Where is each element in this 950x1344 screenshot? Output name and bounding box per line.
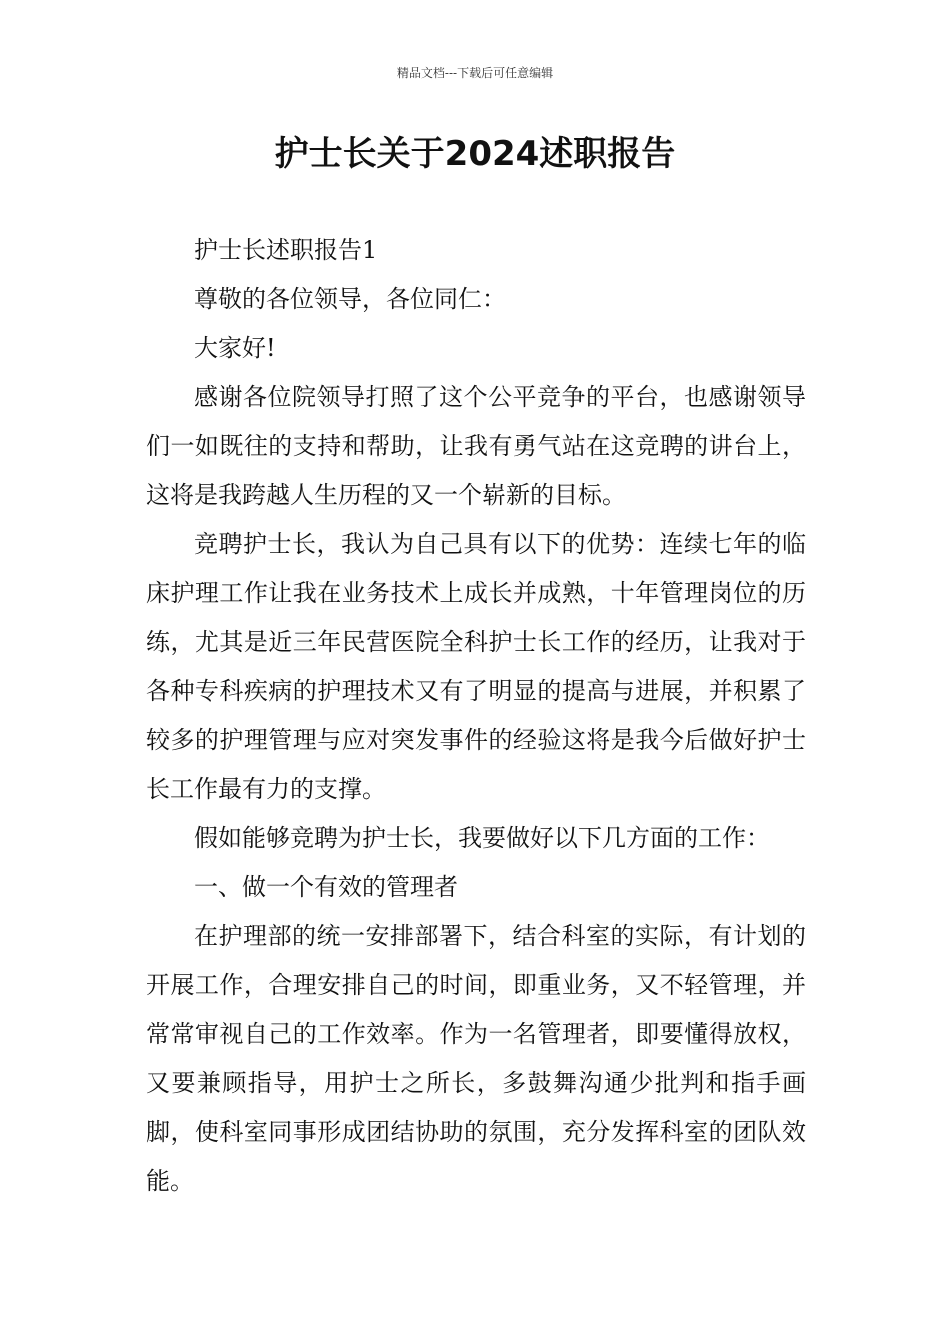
paragraph-plan-intro: 假如能够竞聘为护士长，我要做好以下几方面的工作： (194, 824, 770, 852)
paragraph-advantages: 竞聘护士长，我认为自己具有以下的优势：连续七年的临床护理工作让我在业务技术上成长并成熟，十年管理岗位的历练，尤其是近三年民营医院全科护士长工作的经历，让我对于各种专科疾病的护理技术又有了明显的提高与进展，并积累了较多的护理管理与应对突发事件的经验这将是我今后做好护士长工作最有力的支撑。 (146, 530, 806, 803)
paragraph-report-heading: 护士长述职报告1 (194, 236, 378, 264)
document-body (146, 226, 806, 1206)
paragraph-management: 在护理部的统一安排部署下，结合科室的实际，有计划的开展工作，合理安排自己的时间，即重业务，又不轻管理，并常常审视自己的工作效率。作为一名管理者，即要懂得放权，又要兼顾指导，用护士之所长，多鼓舞沟通少批判和指手画脚，使科室同事形成团结协助的氛围，充分发挥科室的团队效能。 (146, 922, 806, 1195)
paragraph-section-heading: 一、做一个有效的管理者 (194, 873, 458, 901)
paragraph-salutation: 尊敬的各位领导，各位同仁： (194, 285, 506, 313)
header-note: 精品文档---下载后可任意编辑 (396, 66, 554, 80)
paragraph-greeting: 大家好! (194, 334, 276, 362)
document-title: 护士长关于2024述职报告 (274, 134, 676, 174)
paragraph-thanks: 感谢各位院领导打照了这个公平竞争的平台，也感谢领导们一如既往的支持和帮助，让我有勇气站在这竞聘的讲台上，这将是我跨越人生历程的又一个崭新的目标。 (146, 383, 806, 509)
